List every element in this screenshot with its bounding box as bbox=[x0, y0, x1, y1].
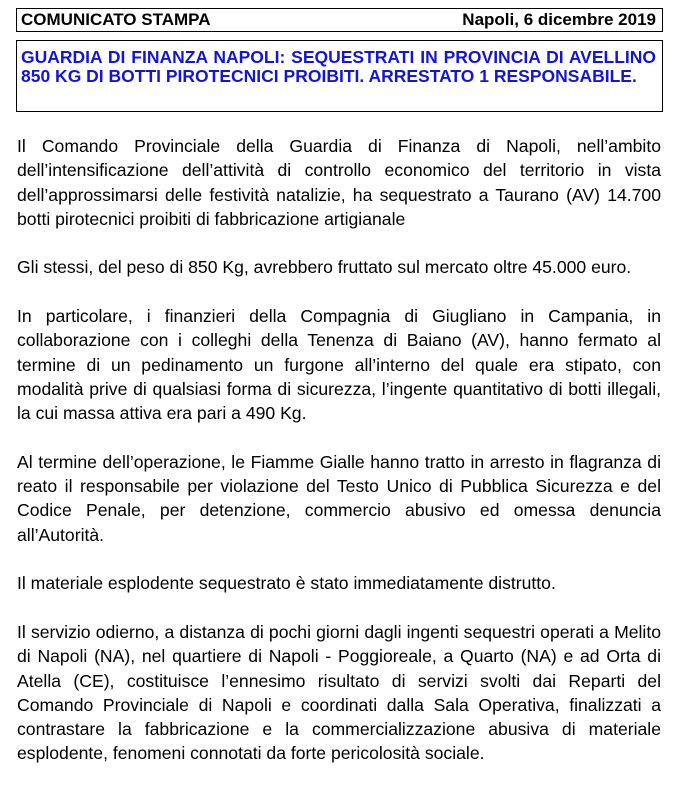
paragraph-2: Gli stessi, del peso di 850 Kg, avrebbero fruttato sul mercato oltre 45.000 euro. bbox=[17, 257, 632, 278]
paragraph-1: Il Comando Provinciale della Guardia di Finanza di Napoli, nell’ambito dell’intensificazione dell’attività di controllo economico del territorio in vista dell’approssimarsi delle festività natalizie, ha sequestrato a Taurano (AV) 14.700 botti pirotecnici proibiti di fabbricazione artigianale bbox=[17, 136, 661, 229]
paragraph-6: Il servizio odierno, a distanza di pochi giorni dagli ingenti sequestri operati a Melito di Napoli (NA), nel quartiere di Napoli - Poggioreale, a Quarto (NA) e ad Orta di Atella (CE), costituisce l’ennesimo risultato di servizi svolti dai Reparti del Comando Provinciale di Napoli e coordinati dalla Sala Operativa, finalizzati a contrastare la fabbricazione e la commercializzazione abusiva di materiale esplodente, fenomeni connotati da forte pericolosità sociale. bbox=[17, 621, 661, 764]
headline-text: GUARDIA DI FINANZA NAPOLI: SEQUESTRATI IN PROVINCIA DI AVELLINO 850 KG DI BOTTI PIROTECNICI PROIBITI. ARRESTATO 1 RESPONSABILE. bbox=[21, 47, 656, 86]
paragraph-4: Al termine dell’operazione, le Fiamme Gialle hanno tratto in arresto in flagranza di reato il responsabile per violazione del Testo Unico di Pubblica Sicurezza e del Codice Penale, per detenzione, commercio abusivo ed omessa denuncia all’Autorità. bbox=[17, 451, 661, 545]
document-type-label: COMUNICATO STAMPA bbox=[21, 10, 211, 29]
dateline: Napoli, 6 dicembre 2019 bbox=[462, 10, 656, 29]
headline-box bbox=[16, 40, 663, 112]
paragraph-5: Il materiale esplodente sequestrato è stato immediatamente distrutto. bbox=[17, 573, 556, 594]
paragraph-3: In particolare, i finanzieri della Compagnia di Giugliano in Campania, in collaborazione con i colleghi della Tenenza di Baiano (AV), hanno fermato al termine di un pedinamento un furgone all’interno del quale era stipato, con modalità prive di qualsiasi forma di sicurezza, l’ingente quantitativo di botti illegali, la cui massa attiva era pari a 490 Kg. bbox=[17, 306, 661, 424]
press-release-header bbox=[16, 8, 663, 32]
article-body bbox=[17, 134, 661, 766]
